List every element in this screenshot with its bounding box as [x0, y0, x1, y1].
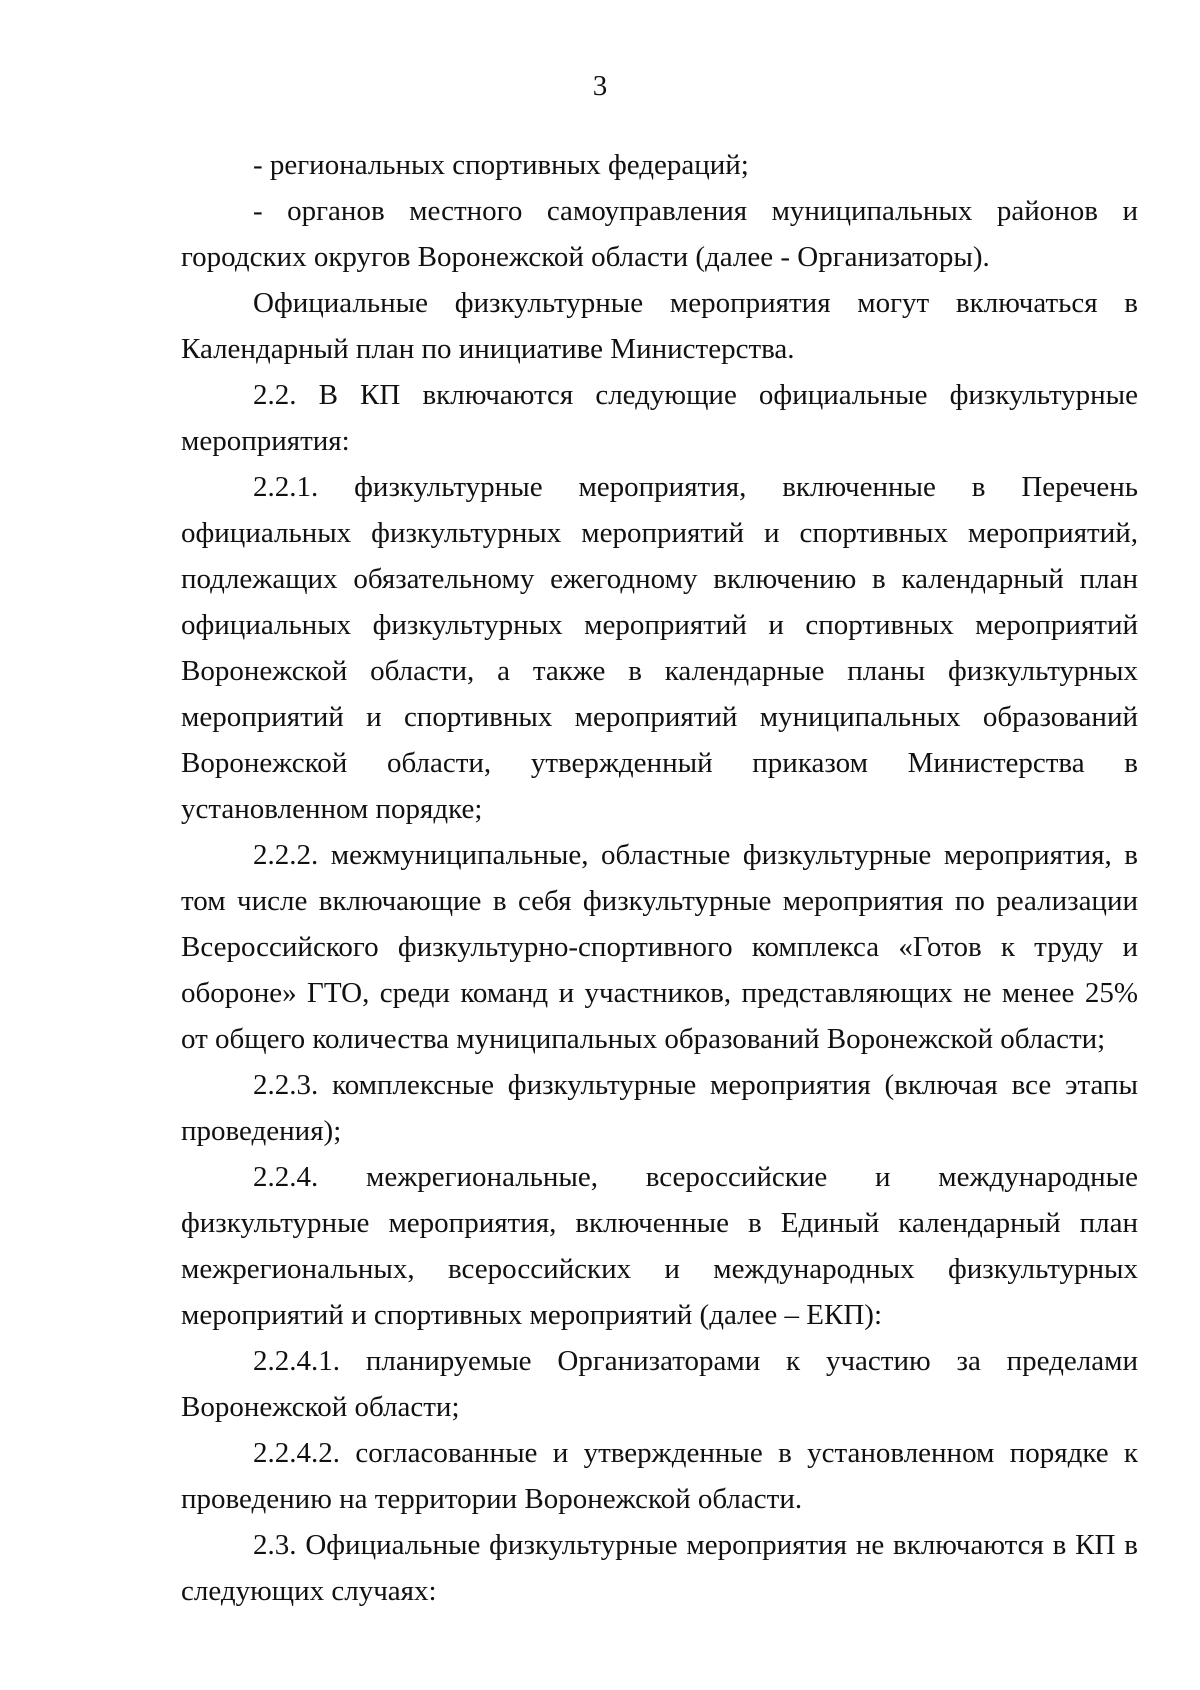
paragraph-section-2-2-4: 2.2.4. межрегиональные, всероссийские и международные физкультурные мероприятия, включенные в Единый календарный план межрегиональных, всероссийских и международных физкультурных мероприятий и спортивных мероприятий (далее – ЕКП):	[181, 1161, 1138, 1331]
document-body	[181, 142, 1138, 1614]
paragraph-section-2-2-2: 2.2.2. межмуниципальные, областные физкультурные мероприятия, в том числе включающие в себя физкультурные мероприятия по реализации Всероссийского физкультурно-спортивного комплекса «Готов к труду и обороне» ГТО, среди команд и участников, представляющих не менее 25% от общего количества муниципальных образований Воронежской области;	[181, 839, 1138, 1055]
page-number: 3	[592, 70, 608, 102]
paragraph-section-2-2-3: 2.2.3. комплексные физкультурные мероприятия (включая все этапы проведения);	[181, 1069, 1138, 1147]
paragraph-regional-federations: - региональных спортивных федераций;	[253, 149, 749, 181]
paragraph-section-2-2-4-1: 2.2.4.1. планируемые Организаторами к участию за пределами Воронежской области;	[181, 1345, 1138, 1423]
paragraph-ministry-initiative: Официальные физкультурные мероприятия могут включаться в Календарный план по инициативе Министерства.	[181, 287, 1138, 365]
paragraph-section-2-2: 2.2. В КП включаются следующие официальные физкультурные мероприятия:	[181, 379, 1138, 457]
paragraph-section-2-2-4-2: 2.2.4.2. согласованные и утвержденные в установленном порядке к проведению на территории Воронежской области.	[181, 1437, 1138, 1515]
paragraph-local-authorities: - органов местного самоуправления муниципальных районов и городских округов Воронежской области (далее - Организаторы).	[181, 195, 1138, 273]
paragraph-section-2-3: 2.3. Официальные физкультурные мероприятия не включаются в КП в следующих случаях:	[181, 1529, 1138, 1607]
paragraph-section-2-2-1: 2.2.1. физкультурные мероприятия, включенные в Перечень официальных физкультурных мероприятий и спортивных мероприятий, подлежащих обязательному ежегодному включению в календарный план официальных физкультурных мероприятий и спортивных мероприятий Воронежской области, а также в календарные планы физкультурных мероприятий и спортивных мероприятий муниципальных образований Воронежской области, утвержденный приказом Министерства в установленном порядке;	[181, 471, 1138, 825]
